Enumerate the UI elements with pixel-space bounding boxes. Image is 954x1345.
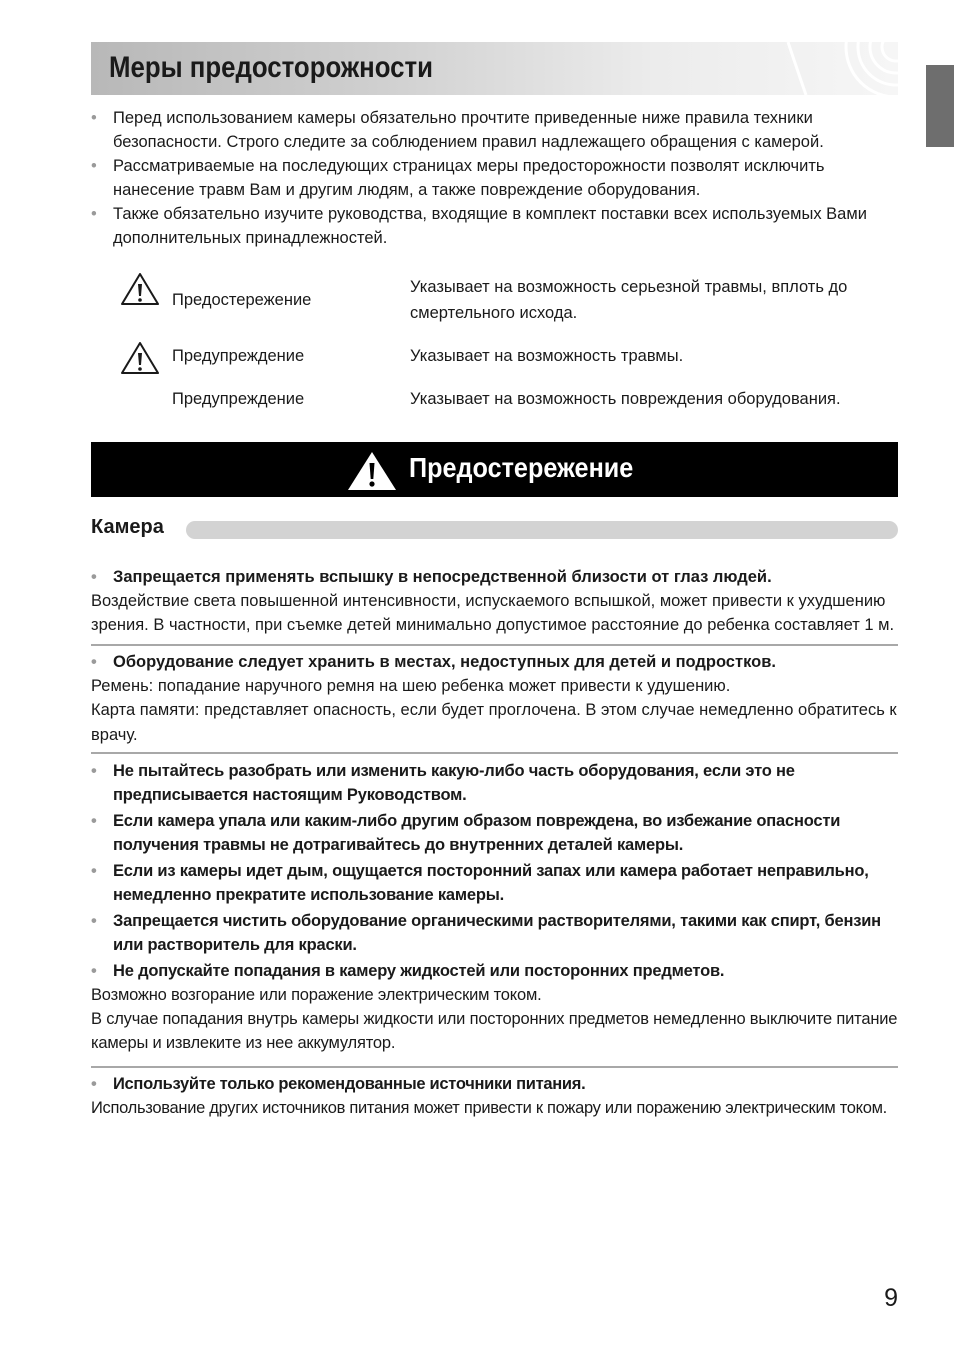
legend-label: Предостережение [172, 291, 312, 309]
block-title: Запрещается чистить оборудование органическими растворителями, такими как спирт, бензин или растворитель для краски. [113, 911, 881, 954]
page-title: Меры предосторожности [109, 51, 434, 84]
legend-label: Предупреждение [172, 390, 305, 408]
legend-desc: Указывает на возможность травмы. [410, 347, 684, 365]
block-title: Используйте только рекомендованные источники питания. [113, 1075, 586, 1093]
block-text: Использование других источников питания может привести к пожару или поражению электрическим током. [91, 1099, 887, 1118]
block-title: Если из камеры идет дым, ощущается посторонний запах или камера работает неправильно, немедленно прекратите использование камеры. [113, 861, 869, 905]
safety-block: • Запрещается применять вспышку в непосредственной близости от глаз людей. Воздействие света повышенной интенсивности, испускаемого вспышкой, может привести к ухудшению зрения. В частности, при съемке детей минимально допустимое расстояние до ребенка составляет 1 м. [91, 565, 903, 638]
page-number: 9 [884, 1284, 898, 1312]
safety-block: • Не пытайтесь разобрать или изменить какую-либо часть оборудования, если это не предписывается настоящим Руководством. • Если камера упала или каким-либо другим образом повреждена, во избежание опасности получения травмы не дотрагивайтесь до внутренних деталей камеры. • Если из камеры идет дым, ощущается посторонний запах или камера работает неправильно, немедленно прекратите использование камеры. • Запрещается чистить оборудование органическими растворителями, такими как спирт, бензин или растворитель для краски. • Не допускайте попадания в камеру жидкостей или посторонних предметов. Возможно возгорание или поражение электрическим током. В случае попадания внутрь камеры жидкости или посторонних предметов немедленно выключите питание камеры и извлеките из нее аккумулятор. [91, 759, 903, 1055]
intro-item: • Также обязательно изучите руководства, входящие в комплект поставки всех используемых Вами дополнительных принадлежностей. [91, 205, 867, 247]
warning-banner [91, 442, 898, 497]
divider [91, 644, 898, 646]
block-title: Запрещается применять вспышку в непосредственной близости от глаз людей. [113, 568, 772, 586]
block-text: Возможно возгорание или поражение электрическим током. [91, 985, 542, 1004]
safety-block: • Используйте только рекомендованные источники питания. Использование других источников питания может привести к пожару или поражению электрическим током. [91, 1072, 903, 1120]
divider [91, 1066, 898, 1068]
intro-item: • Перед использованием камеры обязательно прочтите приведенные ниже правила техники безопасности. Строго следите за соблюдением правил надлежащего обращения с камерой. [91, 109, 824, 151]
banner-title: Предостережение [409, 452, 634, 483]
chapter-tab [926, 65, 954, 147]
section-rule [186, 521, 898, 539]
block-title: Не пытайтесь разобрать или изменить какую-либо часть оборудования, если это не предписывается настоящим Руководством. [113, 762, 795, 805]
block-title: Оборудование следует хранить в местах, недоступных для детей и подростков. [113, 653, 776, 671]
warning-triangle-icon [120, 271, 160, 307]
legend-desc: Указывает на возможность серьезной травмы, вплоть до смертельного исхода. [410, 278, 848, 322]
section-title: Камера [91, 516, 164, 538]
warning-triangle-icon [346, 450, 398, 492]
warning-triangle-icon [120, 340, 160, 376]
legend-desc: Указывает на возможность повреждения оборудования. [410, 390, 841, 408]
legend-label: Предупреждение [172, 347, 305, 365]
block-text: В случае попадания внутрь камеры жидкости или посторонних предметов немедленно выключите питание камеры и извлеките из нее аккумулятор. [91, 1010, 898, 1053]
block-text: Воздействие света повышенной интенсивности, испускаемого вспышкой, может привести к ухудшению зрения. В частности, при съемке детей минимально допустимое расстояние до ребенка составляет 1 м. [91, 592, 895, 635]
block-text: Карта памяти: представляет опасность, если будет проглочена. В этом случае немедленно обратитесь к врачу. [91, 701, 897, 744]
safety-block: • Оборудование следует хранить в местах, недоступных для детей и подростков. Ремень: попадание наручного ремня на шею ребенка может привести к удушению. Карта памяти: представляет опасность, если будет проглочена. В этом случае немедленно обратитесь к врачу. [91, 650, 903, 747]
block-text: Ремень: попадание наручного ремня на шею ребенка может привести к удушению. [91, 677, 731, 696]
intro-list [91, 106, 901, 250]
block-title: Если камера упала или каким-либо другим образом повреждена, во избежание опасности получения травмы не дотрагивайтесь до внутренних деталей камеры. [113, 811, 841, 855]
divider [91, 752, 898, 754]
intro-item: • Рассматриваемые на последующих страницах меры предосторожности позволят исключить нанесение травм Вам и другим людям, а также повреждение оборудования. [91, 157, 825, 199]
decorative-arcs-icon [778, 42, 898, 95]
page-title-bar [91, 42, 898, 95]
block-title: Не допускайте попадания в камеру жидкостей или посторонних предметов. [113, 961, 725, 980]
